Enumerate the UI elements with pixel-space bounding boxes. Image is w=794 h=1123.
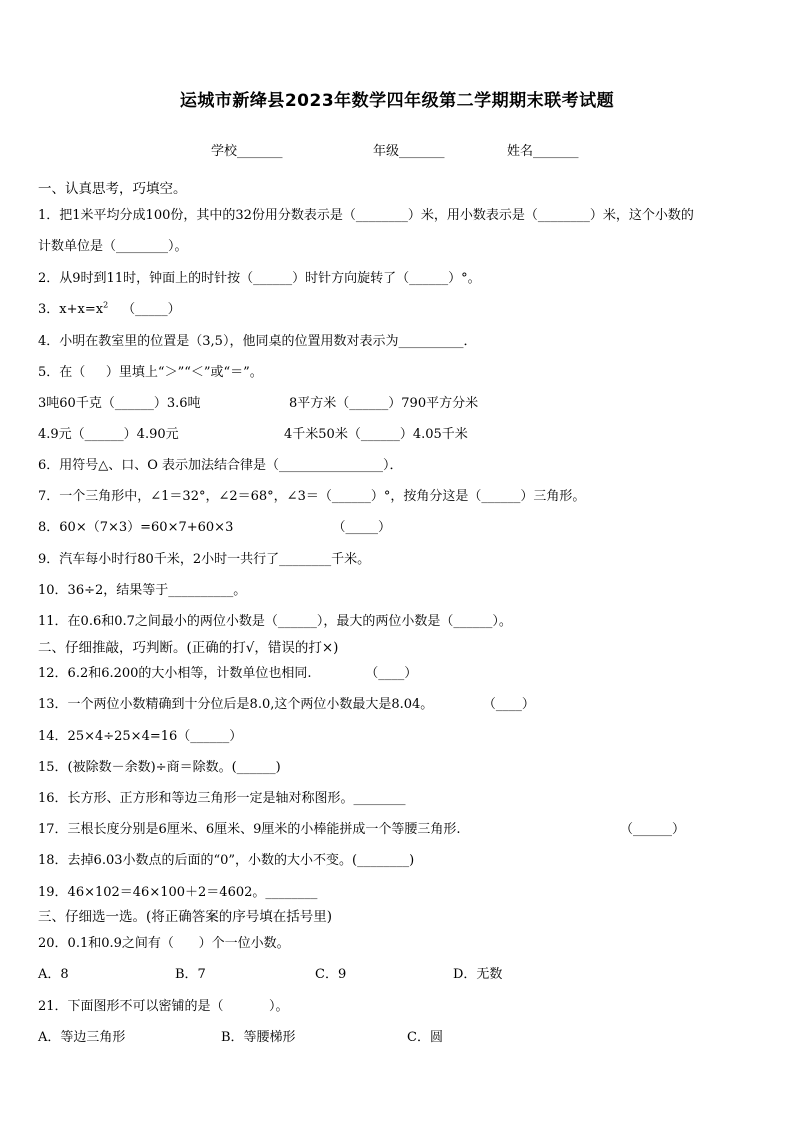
question-20-option-a: A．8 [38, 967, 69, 982]
school-field: 学校_______ [211, 144, 283, 159]
question-3-superscript: 2 [103, 300, 109, 310]
question-21-option-b: B．等腰梯形 [221, 1030, 296, 1045]
question-14: 14．25×4÷25×4=16（______） [38, 729, 243, 744]
grade-field: 年级_______ [373, 144, 445, 159]
question-3 [38, 301, 181, 319]
question-10: 10．36÷2，结果等于__________。 [38, 583, 247, 598]
section-1-heading: 一、认真思考，巧填空。 [38, 181, 187, 197]
name-field: 姓名_______ [507, 144, 579, 159]
question-8: 8．60×（7×3）=60×7+60×3 （_____） [38, 520, 392, 535]
question-15: 15．(被除数－余数)÷商＝除数。(______) [38, 760, 281, 775]
page-title: 运城市新绛县2023年数学四年级第二学期期末联考试题 [179, 91, 615, 111]
question-2: 2．从9时到11时，钟面上的时针按（______）时针方向旋转了（______）°。 [38, 271, 481, 286]
question-17: 17．三根长度分别是6厘米、6厘米、9厘米的小棒能拼成一个等腰三角形. [38, 822, 461, 837]
question-21-option-a: A．等边三角形 [38, 1030, 126, 1045]
question-21: 21．下面图形不可以密铺的是（ ）。 [38, 999, 289, 1014]
question-9: 9．汽车每小时行80千米，2小时一共行了________千米。 [38, 552, 371, 567]
question-11: 11．在0.6和0.7之间最小的两位小数是（______），最大的两位小数是（______）。 [38, 614, 512, 629]
question-3-text: 3．x+x=x [38, 302, 104, 317]
question-5-item-b: 8平方米（______）790平方分米 [289, 396, 479, 411]
question-5-item-d: 4千米50米（______）4.05千米 [284, 427, 468, 442]
question-1-cont: 计数单位是（________）。 [38, 239, 188, 254]
question-13: 13．一个两位小数精确到十分位后是8.0,这个两位小数最大是8.04。 （____） [38, 697, 535, 712]
question-5-item-a: 3吨60千克（______）3.6吨 [38, 396, 201, 411]
question-7: 7．一个三角形中，∠1＝32°，∠2＝68°，∠3＝（______）°，按角分这是（______）三角形。 [38, 489, 586, 504]
question-12: 12．6.2和6.200的大小相等，计数单位也相同. （____） [38, 666, 418, 681]
question-5: 5．在（ ）里填上“＞”“＜”或“＝”。 [38, 365, 263, 380]
question-17-blank: （______） [620, 822, 686, 837]
question-3-blank: （_____） [122, 302, 181, 317]
question-6: 6．用符号△、口、O 表示加法结合律是（________________）． [38, 458, 403, 473]
question-20-option-c: C．9 [315, 967, 347, 982]
question-20: 20．0.1和0.9之间有（ ）个一位小数。 [38, 936, 290, 951]
question-21-option-c: C．圆 [407, 1030, 443, 1045]
question-20-option-b: B．7 [175, 967, 206, 982]
question-18: 18．去掉6.03小数点的后面的“0”，小数的大小不变。(________) [38, 853, 415, 868]
question-1: 1．把1米平均分成100份，其中的32份用分数表示是（________）米，用小数表示是（________）米，这个小数的 [38, 208, 694, 223]
question-4: 4．小明在教室里的位置是（3,5），他同桌的位置用数对表示为__________． [38, 334, 477, 349]
question-5-item-c: 4.9元（______）4.90元 [38, 427, 179, 442]
section-2-heading: 二、仔细推敲，巧判断。(正确的打√，错误的打×) [38, 640, 339, 656]
section-3-heading: 三、仔细选一选。(将正确答案的序号填在括号里) [38, 909, 333, 925]
question-16: 16．长方形、正方形和等边三角形一定是轴对称图形。________ [38, 791, 406, 806]
question-19: 19．46×102＝46×100＋2＝4602。________ [38, 885, 318, 900]
question-20-option-d: D．无数 [453, 967, 503, 982]
